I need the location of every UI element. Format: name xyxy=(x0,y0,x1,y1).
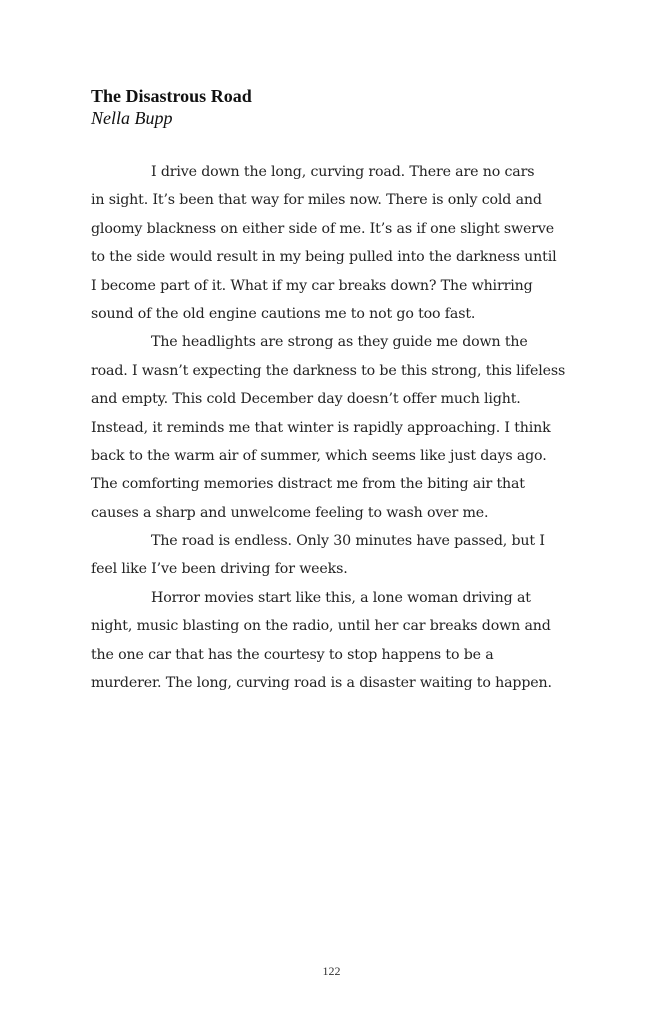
text-line: night, music blasting on the radio, until her car breaks down and xyxy=(91,618,551,635)
paragraph xyxy=(91,328,581,527)
text-line: the one car that has the courtesy to stop happens to be a xyxy=(91,646,494,663)
text-line: sound of the old engine cautions me to not go too fast. xyxy=(91,305,476,322)
paragraph xyxy=(91,527,581,584)
text-line: The headlights are strong as they guide me down the xyxy=(151,334,528,351)
story-title: The Disastrous Road xyxy=(91,86,252,106)
story-body xyxy=(91,158,581,697)
text-line: back to the warm air of summer, which seems like just days ago. xyxy=(91,447,547,464)
text-line: Instead, it reminds me that winter is rapidly approaching. I think xyxy=(91,419,551,436)
paragraph xyxy=(91,158,581,328)
text-line: Horror movies start like this, a lone woman driving at xyxy=(151,589,531,606)
text-line: I drive down the long, curving road. There are no cars xyxy=(151,164,535,180)
page-number: 122 xyxy=(322,964,341,978)
text-line: I become part of it. What if my car breaks down? The whirring xyxy=(91,277,533,294)
text-line: feel like I’ve been driving for weeks. xyxy=(91,561,348,578)
text-line: murderer. The long, curving road is a disaster waiting to happen. xyxy=(91,675,552,692)
text-line: gloomy blackness on either side of me. It’s as if one slight swerve xyxy=(91,220,555,237)
text-line: and empty. This cold December day doesn’t offer much light. xyxy=(91,391,521,408)
paragraph xyxy=(91,584,581,698)
text-line: The road is endless. Only 30 minutes have passed, but I xyxy=(151,533,545,550)
text-line: The comforting memories distract me from the biting air that xyxy=(91,476,525,493)
text-line: in sight. It’s been that way for miles now. There is only cold and xyxy=(91,192,542,209)
text-line: causes a sharp and unwelcome feeling to wash over me. xyxy=(91,504,489,521)
story-author: Nella Bupp xyxy=(91,108,173,128)
text-line: to the side would result in my being pulled into the darkness until xyxy=(91,249,557,266)
text-line: road. I wasn’t expecting the darkness to be this strong, this lifeless xyxy=(91,362,566,379)
